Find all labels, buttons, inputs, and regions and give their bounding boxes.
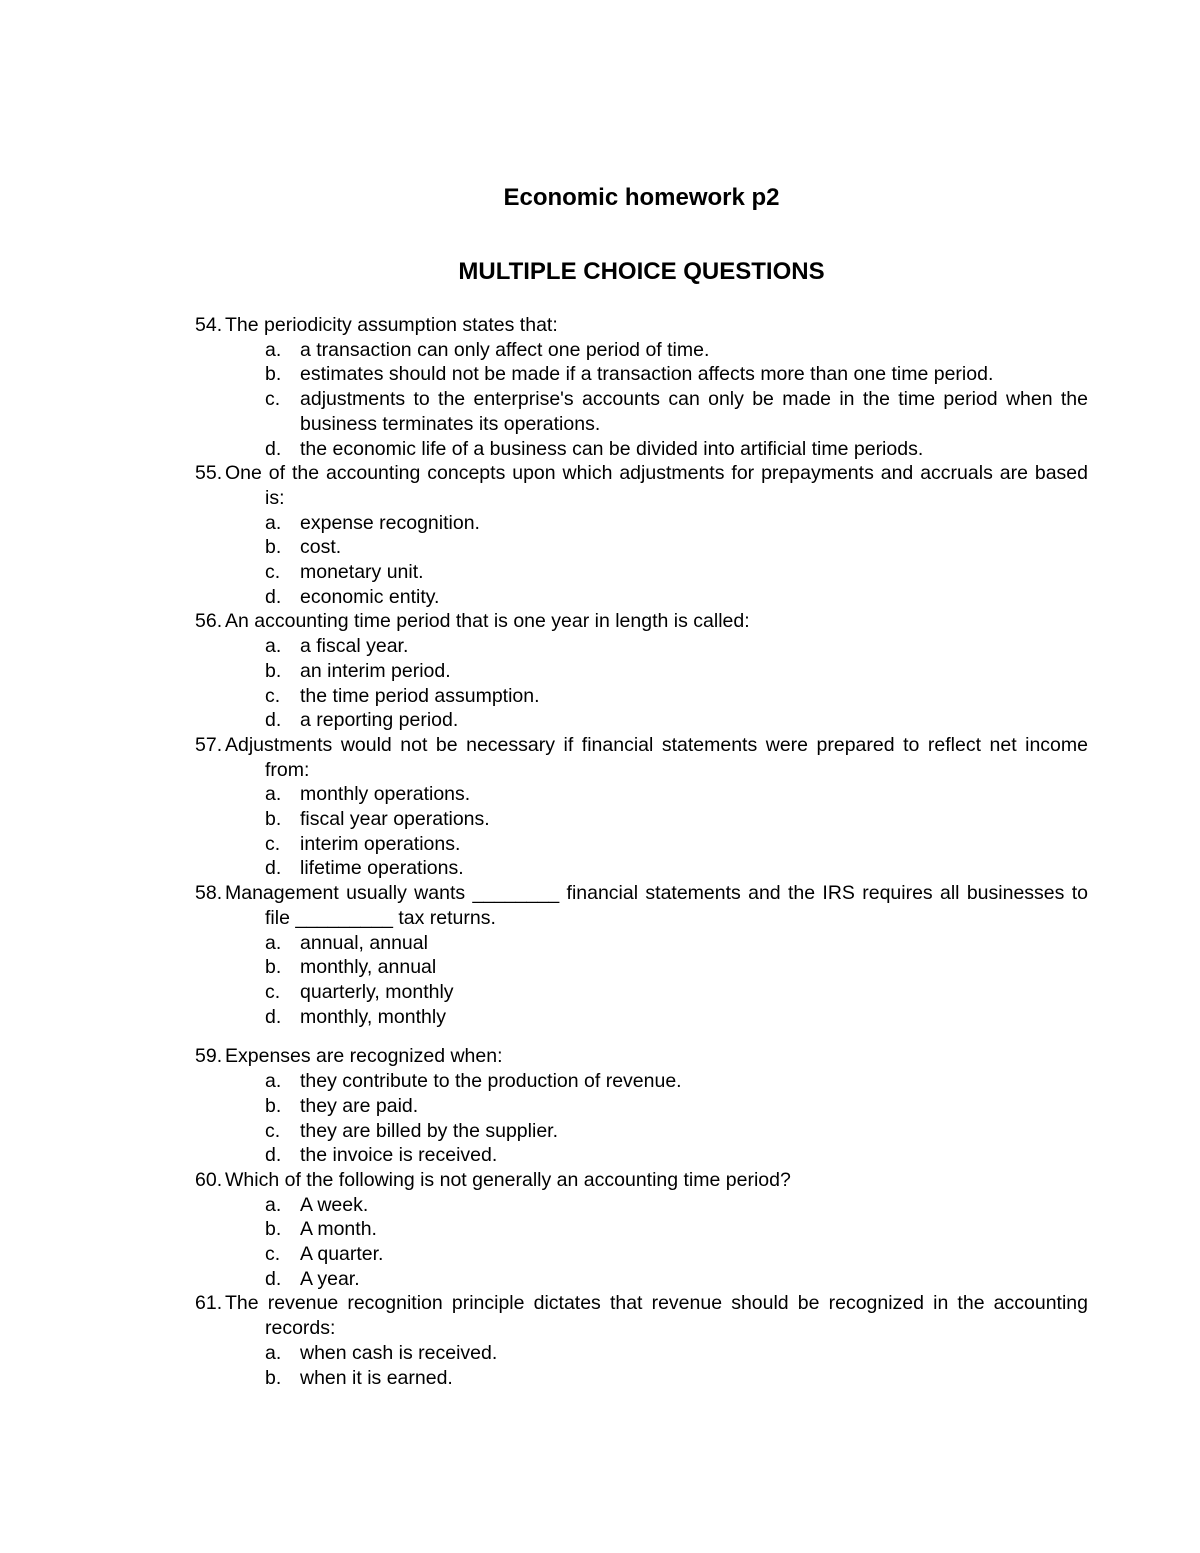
answer-option bbox=[195, 1119, 1088, 1144]
answer-option bbox=[195, 1094, 1088, 1119]
answer-option bbox=[195, 659, 1088, 684]
option-letter: c. bbox=[265, 684, 281, 707]
question-number: 58. bbox=[195, 882, 223, 905]
question-number: 59. bbox=[195, 1045, 223, 1068]
option-text: a fiscal year. bbox=[300, 635, 409, 658]
option-text: A month. bbox=[300, 1218, 377, 1241]
option-letter: b. bbox=[265, 536, 282, 559]
option-letter: c. bbox=[265, 832, 281, 855]
option-text: they are billed by the supplier. bbox=[300, 1119, 558, 1142]
answer-options bbox=[195, 782, 1088, 881]
option-text: a transaction can only affect one period of time. bbox=[300, 338, 710, 361]
answer-option bbox=[195, 535, 1088, 560]
question-stem bbox=[195, 1291, 1088, 1340]
answer-option bbox=[195, 1005, 1088, 1030]
answer-option bbox=[195, 856, 1088, 881]
option-text: expense recognition. bbox=[300, 511, 480, 534]
option-letter: a. bbox=[265, 931, 282, 954]
option-letter: a. bbox=[265, 338, 282, 361]
answer-option bbox=[195, 634, 1088, 659]
option-letter: d. bbox=[265, 1005, 282, 1028]
option-text: when it is earned. bbox=[300, 1366, 453, 1389]
option-text: lifetime operations. bbox=[300, 857, 464, 880]
option-letter: d. bbox=[265, 857, 282, 880]
option-text: they are paid. bbox=[300, 1094, 419, 1117]
answer-options bbox=[195, 511, 1088, 610]
question-text: Management usually wants ________ financial statements and the IRS requires all businesses to file _________ tax returns. bbox=[225, 882, 1088, 929]
option-letter: b. bbox=[265, 1366, 282, 1389]
question-text: An accounting time period that is one year in length is called: bbox=[225, 610, 750, 633]
option-letter: b. bbox=[265, 808, 282, 831]
option-letter: b. bbox=[265, 1094, 282, 1117]
option-letter: a. bbox=[265, 783, 282, 806]
answer-option bbox=[195, 560, 1088, 585]
option-letter: c. bbox=[265, 1243, 281, 1266]
answer-option bbox=[195, 1143, 1088, 1168]
option-letter: b. bbox=[265, 363, 282, 386]
question-text: Adjustments would not be necessary if financial statements were prepared to reflect net income from: bbox=[225, 733, 1088, 781]
option-letter: a. bbox=[265, 511, 282, 534]
section-heading: MULTIPLE CHOICE QUESTIONS bbox=[458, 258, 825, 285]
option-letter: c. bbox=[265, 388, 281, 411]
answer-option bbox=[195, 684, 1088, 709]
answer-options bbox=[195, 1069, 1088, 1168]
question-text: The periodicity assumption states that: bbox=[225, 314, 558, 336]
question-number: 61. bbox=[195, 1292, 223, 1315]
question-stem bbox=[195, 881, 1088, 930]
answer-option bbox=[195, 1267, 1088, 1292]
answer-option bbox=[195, 338, 1088, 363]
answer-option bbox=[195, 1242, 1088, 1267]
answer-option bbox=[195, 1366, 1088, 1391]
option-letter: c. bbox=[265, 1119, 281, 1142]
question-59 bbox=[195, 1044, 1088, 1168]
question-60 bbox=[195, 1168, 1088, 1292]
answer-options bbox=[195, 634, 1088, 733]
question-number: 54. bbox=[195, 314, 223, 336]
option-letter: d. bbox=[265, 709, 282, 732]
question-text: Expenses are recognized when: bbox=[225, 1045, 503, 1068]
option-text: adjustments to the enterprise's accounts can only be made in the time period when the business terminates its operations. bbox=[300, 388, 1088, 435]
answer-option bbox=[195, 437, 1088, 462]
option-letter: c. bbox=[265, 980, 281, 1003]
option-text: interim operations. bbox=[300, 832, 461, 855]
question-stem bbox=[195, 313, 1088, 338]
question-56 bbox=[195, 609, 1088, 733]
option-text: they contribute to the production of revenue. bbox=[300, 1070, 682, 1093]
answer-options bbox=[195, 1193, 1088, 1292]
question-55 bbox=[195, 461, 1088, 609]
answer-option bbox=[195, 1341, 1088, 1366]
answer-option bbox=[195, 387, 1088, 436]
answer-option bbox=[195, 1217, 1088, 1242]
question-57 bbox=[195, 733, 1088, 881]
option-text: cost. bbox=[300, 536, 342, 559]
option-letter: d. bbox=[265, 585, 282, 608]
option-letter: b. bbox=[265, 1218, 282, 1241]
answer-option bbox=[195, 832, 1088, 857]
option-text: annual, annual bbox=[300, 931, 428, 954]
document-title: Economic homework p2 bbox=[503, 184, 780, 211]
option-text: estimates should not be made if a transaction affects more than one time period. bbox=[300, 363, 994, 386]
option-text: the economic life of a business can be divided into artificial time periods. bbox=[300, 437, 924, 460]
option-text: economic entity. bbox=[300, 585, 440, 608]
question-text: One of the accounting concepts upon which adjustments for prepayments and accruals are based is: bbox=[225, 462, 1088, 509]
answer-options bbox=[195, 338, 1088, 462]
option-letter: b. bbox=[265, 659, 282, 682]
question-list bbox=[195, 313, 1088, 1390]
answer-option bbox=[195, 1069, 1088, 1094]
option-letter: a. bbox=[265, 1341, 282, 1364]
option-letter: d. bbox=[265, 1144, 282, 1167]
question-stem bbox=[195, 609, 1088, 634]
question-54 bbox=[195, 313, 1088, 461]
answer-options bbox=[195, 1341, 1088, 1390]
question-stem bbox=[195, 733, 1088, 782]
option-letter: a. bbox=[265, 1193, 282, 1216]
answer-option bbox=[195, 1193, 1088, 1218]
answer-option bbox=[195, 931, 1088, 956]
answer-option bbox=[195, 980, 1088, 1005]
answer-option bbox=[195, 585, 1088, 610]
answer-options bbox=[195, 931, 1088, 1030]
question-number: 55. bbox=[195, 462, 223, 485]
option-text: fiscal year operations. bbox=[300, 808, 490, 831]
option-text: an interim period. bbox=[300, 659, 451, 682]
option-letter: a. bbox=[265, 1070, 282, 1093]
answer-option bbox=[195, 511, 1088, 536]
option-text: a reporting period. bbox=[300, 709, 459, 732]
answer-option bbox=[195, 708, 1088, 733]
option-text: A quarter. bbox=[300, 1243, 384, 1266]
option-text: monthly, annual bbox=[300, 956, 437, 979]
option-letter: d. bbox=[265, 1267, 282, 1290]
question-stem bbox=[195, 1044, 1088, 1069]
option-text: monthly operations. bbox=[300, 783, 471, 806]
answer-option bbox=[195, 362, 1088, 387]
question-number: 56. bbox=[195, 610, 223, 633]
option-text: quarterly, monthly bbox=[300, 980, 454, 1003]
question-stem bbox=[195, 461, 1088, 510]
question-number: 57. bbox=[195, 733, 223, 756]
option-text: monetary unit. bbox=[300, 561, 424, 584]
option-text: the invoice is received. bbox=[300, 1144, 498, 1167]
question-stem bbox=[195, 1168, 1088, 1193]
question-61 bbox=[195, 1291, 1088, 1390]
answer-option bbox=[195, 807, 1088, 832]
option-text: A year. bbox=[300, 1267, 360, 1290]
option-text: A week. bbox=[300, 1193, 369, 1216]
option-letter: a. bbox=[265, 635, 282, 658]
option-letter: c. bbox=[265, 561, 281, 584]
question-text: The revenue recognition principle dictates that revenue should be recognized in the accounting records: bbox=[225, 1292, 1088, 1340]
option-text: when cash is received. bbox=[300, 1341, 498, 1364]
option-text: the time period assumption. bbox=[300, 684, 540, 707]
question-text: Which of the following is not generally an accounting time period? bbox=[225, 1168, 791, 1191]
question-58 bbox=[195, 881, 1088, 1029]
option-letter: d. bbox=[265, 437, 282, 460]
answer-option bbox=[195, 955, 1088, 980]
option-letter: b. bbox=[265, 956, 282, 979]
answer-option bbox=[195, 782, 1088, 807]
option-text: monthly, monthly bbox=[300, 1005, 446, 1028]
question-number: 60. bbox=[195, 1168, 223, 1191]
